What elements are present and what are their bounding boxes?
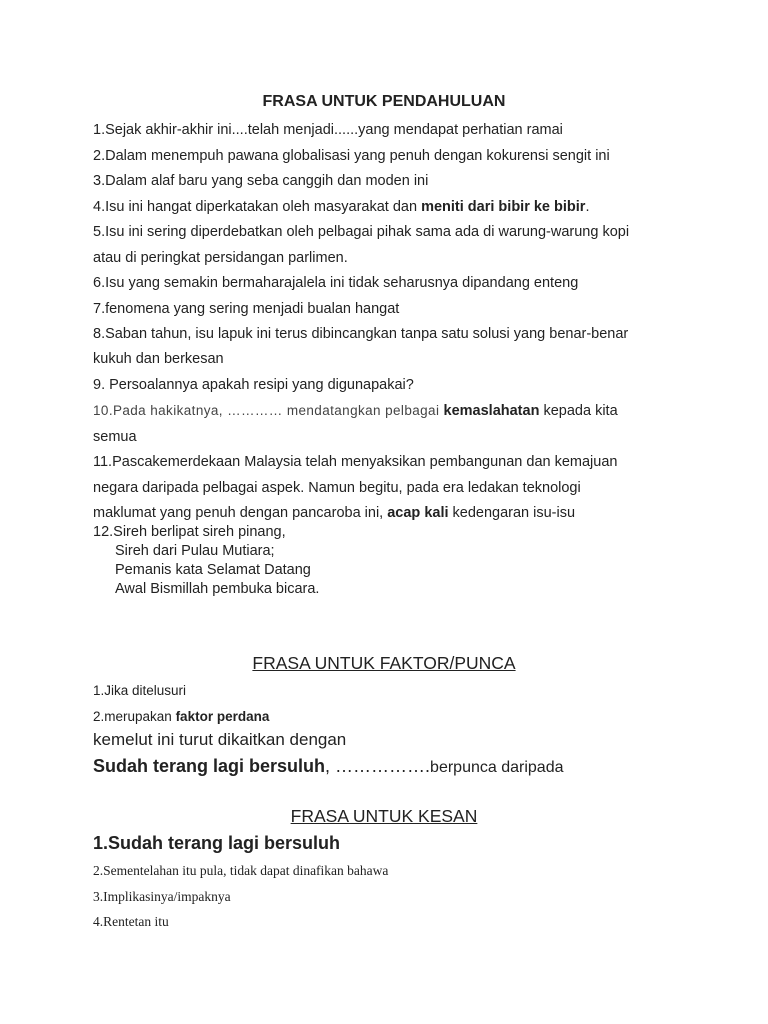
kesan-line-2: 2.Sementelahan itu pula, tidak dapat dinafikan bahawa	[93, 863, 389, 878]
faktor-line-4-bold: Sudah terang lagi bersuluh	[93, 756, 326, 776]
pendahuluan-line-6: 6.Isu yang semakin bermaharajalela ini tidak seharusnya dipandang enteng	[93, 275, 579, 291]
faktor-line-2	[93, 708, 269, 726]
faktor-line-2-text: 2.merupakan	[93, 709, 176, 724]
pendahuluan-line-2: 2.Dalam menempuh pawana globalisasi yang penuh dengan kokurensi sengit ini	[93, 148, 610, 164]
pendahuluan-line-5a: 5.Isu ini sering diperdebatkan oleh pelbagai pihak sama ada di warung-warung kopi	[93, 224, 630, 240]
pendahuluan-line-4	[93, 198, 589, 216]
heading-kesan: FRASA UNTUK KESAN	[290, 806, 478, 826]
pendahuluan-line-3: 3.Dalam alaf baru yang seba canggih dan moden ini	[93, 173, 429, 189]
pendahuluan-line-4-text: 4.Isu ini hangat diperkatakan oleh masyarakat dan	[93, 199, 422, 215]
pendahuluan-line-8a: 8.Saban tahun, isu lapuk ini terus dibincangkan tanpa satu solusi yang benar-benar	[93, 326, 629, 342]
pendahuluan-line-10a	[93, 402, 618, 420]
pendahuluan-line-10-text: 10.Pada hakikatnya, ………… mendatangkan pelbagai	[93, 403, 444, 418]
kesan-line-1: 1.Sudah terang lagi bersuluh	[93, 833, 341, 853]
faktor-line-4-dots: , …………….	[325, 756, 431, 776]
pantun-line-4: Awal Bismillah pembuka bicara.	[115, 581, 320, 597]
heading-pendahuluan: FRASA UNTUK PENDAHULUAN	[262, 93, 506, 110]
pantun-line-3: Pemanis kata Selamat Datang	[115, 562, 311, 578]
pendahuluan-line-8b: kukuh dan berkesan	[93, 351, 224, 367]
pendahuluan-line-11b: negara daripada pelbagai aspek. Namun begitu, pada era ledakan teknologi	[93, 480, 581, 496]
heading-faktor: FRASA UNTUK FAKTOR/PUNCA	[252, 653, 516, 673]
faktor-line-2-bold: faktor perdana	[175, 709, 270, 724]
pantun-line-1: 12.Sireh berlipat sireh pinang,	[93, 524, 286, 540]
pendahuluan-line-11a: 11.Pascakemerdekaan Malaysia telah menyaksikan pembangunan dan kemajuan	[93, 454, 618, 470]
pendahuluan-line-5b: atau di peringkat persidangan parlimen.	[93, 250, 348, 266]
pendahuluan-line-9: 9. Persoalannya apakah resipi yang digunapakai?	[93, 377, 414, 393]
faktor-line-1: 1.Jika ditelusuri	[93, 683, 187, 698]
pendahuluan-line-10-bold: kemaslahatan	[443, 403, 540, 419]
pendahuluan-line-1: 1.Sejak akhir-akhir ini....telah menjadi......yang mendapat perhatian ramai	[93, 122, 563, 138]
faktor-line-4	[93, 755, 563, 779]
pantun-line-2: Sireh dari Pulau Mutiara;	[115, 543, 275, 559]
pendahuluan-line-10b: semua	[93, 429, 137, 445]
kesan-line-4: 4.Rentetan itu	[93, 914, 169, 929]
faktor-line-4-end: pada	[527, 759, 564, 776]
pendahuluan-line-11c-bold: acap kali	[387, 505, 449, 521]
pendahuluan-line-7: 7.fenomena yang sering menjadi bualan hangat	[93, 301, 400, 317]
faktor-line-3: kemelut ini turut dikaitkan dengan	[93, 730, 347, 749]
pendahuluan-line-10-end: kepada kita	[539, 403, 618, 419]
pendahuluan-line-11c	[93, 504, 575, 522]
kesan-line-3: 3.Implikasinya/impaknya	[93, 889, 231, 904]
pendahuluan-line-11c-text: maklumat yang penuh dengan pancaroba ini,	[93, 505, 388, 521]
pendahuluan-line-4-bold: meniti dari bibir ke bibir	[421, 199, 586, 215]
pendahuluan-line-11c-end: kedengaran isu-isu	[448, 505, 576, 521]
pendahuluan-line-4-end: .	[585, 199, 590, 215]
faktor-line-4-medium: berpunca dari	[430, 759, 528, 776]
